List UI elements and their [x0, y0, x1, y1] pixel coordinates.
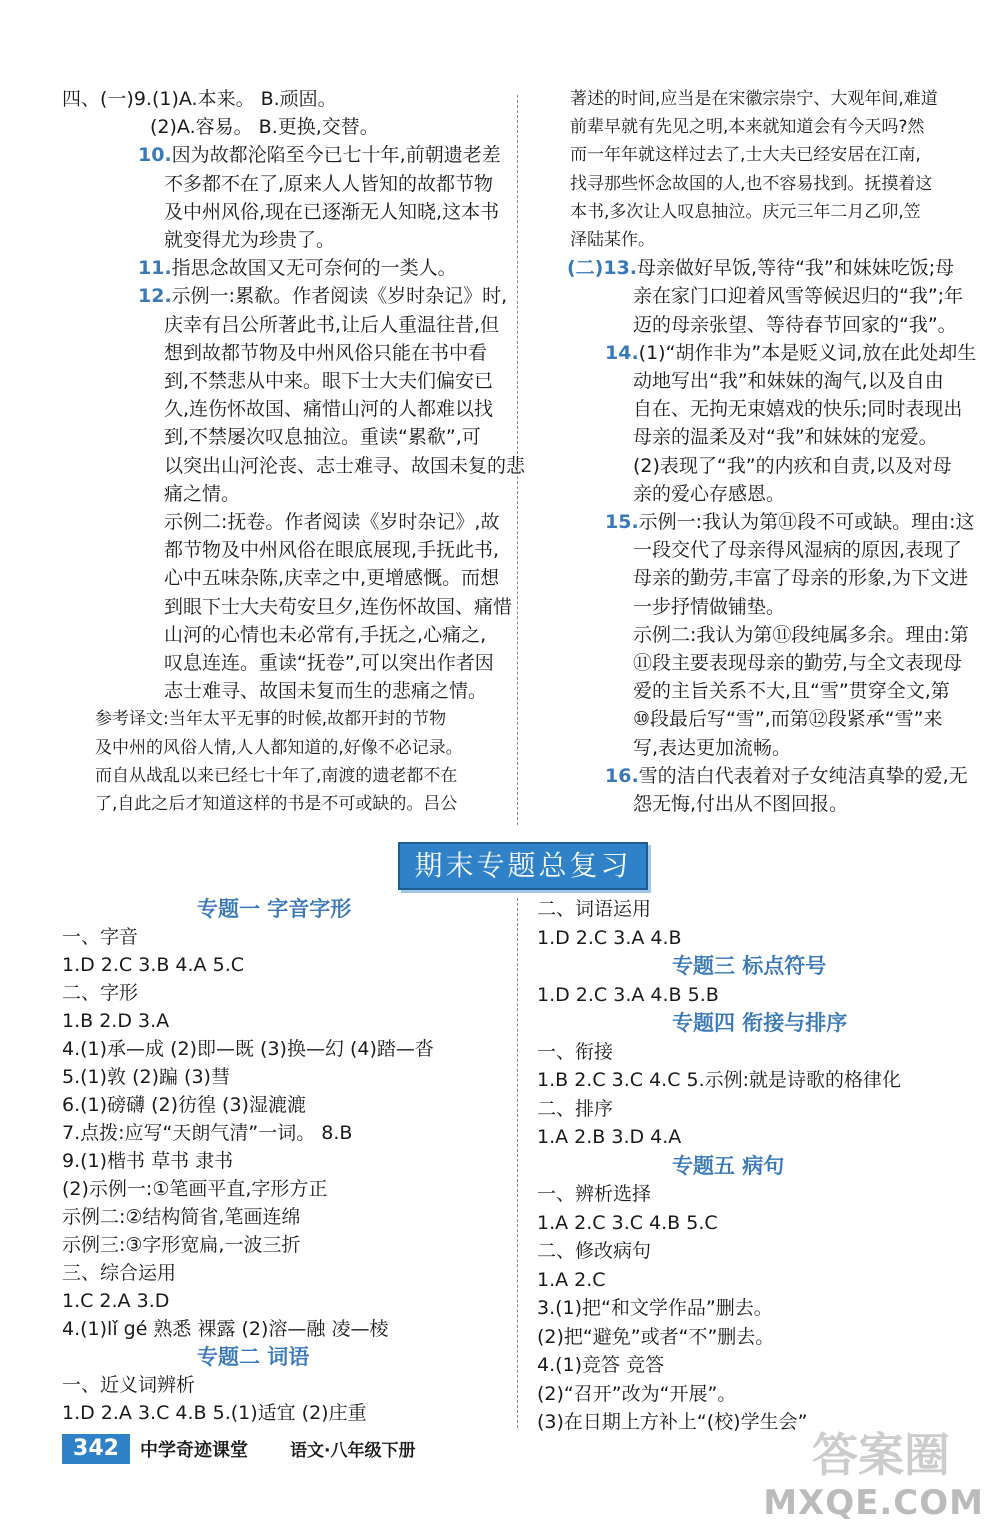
answer-line: 一、近义词辨析 [62, 1374, 196, 1396]
answer-line [164, 678, 487, 704]
answer-line [633, 481, 785, 507]
answer-text: 写,表达更加流畅。 [633, 736, 792, 759]
answer-line [95, 735, 463, 761]
answer-line: 1.C 2.A 3.D [62, 1290, 170, 1312]
question-number: 14. [605, 341, 639, 364]
answer-line [633, 424, 938, 450]
answer-text: 指思念故国又无可奈何的一类人。 [171, 257, 457, 280]
answer-text: (2)表现了“我”的内疚和自责,以及对母 [633, 454, 952, 477]
answer-line: 示例二:②结构简省,笔画连绵 [62, 1206, 301, 1228]
answer-line [633, 706, 942, 732]
topic-heading: 专题三 标点符号 [672, 954, 827, 978]
answer-line [605, 340, 976, 366]
watermark-url: MXQE.COM [763, 1483, 984, 1523]
answer-line [150, 114, 379, 140]
answer-line [164, 368, 493, 394]
question-number: 11. [138, 257, 172, 280]
answer-line [164, 537, 499, 563]
answer-text: 就变得尤为珍贵了。 [164, 229, 336, 251]
answer-line [633, 678, 950, 704]
answer-line [570, 199, 921, 225]
answer-text: 示例一:累欷。作者阅读《岁时杂记》时, [171, 285, 508, 308]
answer-text: 自在、无拘无束嬉戏的快乐;同时表现出 [633, 398, 963, 421]
answer-line [633, 368, 944, 394]
answer-line: 1.B 2.D 3.A [62, 1010, 170, 1032]
answer-text: 痛之情。 [164, 482, 241, 505]
answer-line [164, 509, 499, 535]
answer-text: 不多都不在了,原来人人皆知的故都节物 [164, 172, 494, 195]
answer-line: 4.(1)lǐ gé 熟悉 裸露 (2)溶—融 凌—棱 [62, 1318, 389, 1340]
answer-text: 了,自此之后才知道这样的书是不可或缺的。吕公 [95, 794, 458, 814]
answer-text: 爱的主旨关系不大,且“雪”贯穿全文,第 [633, 680, 950, 703]
answer-line: (2)“召开”改为“开展”。 [537, 1382, 737, 1405]
answer-line [95, 763, 457, 789]
answer-line: 一、衔接 [537, 1040, 614, 1063]
answer-line [570, 171, 932, 197]
answer-line: 5.(1)敦 (2)蹁 (3)彗 [62, 1066, 230, 1088]
answer-text: 著述的时间,应当是在宋徽宗崇宁、大观年间,难道 [570, 89, 938, 109]
answer-line: 6.(1)磅礴 (2)彷徨 (3)湿漉漉 [62, 1094, 306, 1116]
answer-line: 1.D 2.C 3.B 4.A 5.C [62, 954, 244, 976]
answer-line: 1.D 2.C 3.A 4.B 5.B [537, 983, 719, 1006]
answer-text: 久,连伤怀故国、痛惜山河的人都难以找 [164, 398, 494, 421]
question-number: 16. [605, 764, 639, 787]
answer-text: 四、(一)9.(1)A.本来。 B.顽固。 [62, 88, 337, 110]
answer-line [164, 227, 335, 253]
answer-line: 3.(1)把“和文学作品”删去。 [537, 1297, 773, 1319]
topic-heading: 专题二 词语 [197, 1345, 310, 1369]
answer-line [605, 763, 968, 789]
answer-text: 动地写出“我”和妹妹的淘气,以及自由 [633, 370, 944, 392]
question-number: 10. [138, 144, 172, 167]
answer-line [164, 396, 493, 422]
answer-text: 本书,多次让人叹息抽泣。庆元三年二月乙卯,笠 [570, 201, 921, 222]
answer-line [633, 453, 952, 479]
answer-line [633, 791, 848, 817]
answer-line: 一、字音 [62, 926, 139, 948]
answer-text: ⑪段主要表现母亲的勤劳,与全文表现母 [633, 652, 963, 674]
question-number: 12. [138, 285, 172, 308]
answer-text: 到眼下士大夫苟安旦夕,连伤怀故国、痛惜 [164, 595, 513, 618]
answer-line: 1.D 2.C 3.A 4.B [537, 926, 682, 949]
answer-line [164, 481, 240, 507]
answer-text: 而一年年就这样过去了,士大夫已经安居在江南, [570, 145, 921, 166]
answer-line: 三、综合运用 [62, 1262, 177, 1284]
answer-text: 怨无悔,付出从不图回报。 [633, 793, 849, 815]
answer-text: 迈的母亲张望、等待春节回家的“我”。 [633, 313, 957, 336]
answer-line: 1.D 2.A 3.C 4.B 5.(1)适宜 (2)庄重 [62, 1402, 367, 1424]
answer-line: 4.(1)承—成 (2)即—既 (3)换—幻 (4)踏—沓 [62, 1038, 434, 1060]
answer-line [633, 650, 962, 676]
answer-line [164, 565, 499, 591]
answer-text: 心中五味杂陈,庆幸之中,更增感慨。而想 [164, 567, 500, 590]
answer-text: ⑩段最后写“雪”,而第⑫段紧承“雪”来 [633, 708, 943, 731]
answer-line: 1.A 2.C 3.C 4.B 5.C [537, 1211, 718, 1234]
answer-line [633, 622, 969, 648]
answer-text: 泽陆某作。 [570, 230, 655, 250]
answer-text: 一步抒情做铺垫。 [633, 595, 786, 618]
answer-line [138, 283, 507, 309]
answer-text: 到,不禁悲从中来。眼下士大夫们偏安已 [164, 370, 494, 392]
answer-line [633, 735, 791, 761]
answer-line [570, 227, 655, 253]
answer-line [633, 283, 963, 309]
answer-line [570, 86, 938, 112]
answer-line [62, 86, 337, 112]
answer-text: (1)“胡作非为”本是贬义词,放在此处却生 [638, 341, 977, 364]
answer-text: 以突出山河沦丧、志士难寻、故国未复的悲 [164, 454, 526, 477]
answer-line: 示例三:③字形宽扁,一波三折 [62, 1234, 301, 1256]
answer-text: 亲的爱心存感恩。 [633, 482, 786, 505]
answer-line [633, 396, 962, 422]
answer-text: (2)A.容易。 B.更换,交替。 [150, 116, 379, 139]
answer-line [138, 255, 457, 281]
answer-line: 一、辨析选择 [537, 1183, 652, 1205]
answer-line: 4.(1)竞答 竞答 [537, 1354, 665, 1376]
answer-text: 到,不禁屡次叹息抽泣。重读“累欷”,可 [164, 426, 481, 449]
question-number: (二)13. [567, 257, 638, 280]
answer-line: 7.点拨:应写“天朗气清”一词。 8.B [62, 1122, 353, 1144]
answer-line [164, 171, 493, 197]
answer-line [95, 706, 446, 732]
answer-text: 示例一:我认为第⑪段不可或缺。理由:这 [638, 511, 975, 533]
answer-text: 庆幸有吕公所著此书,让后人重温往昔,但 [164, 313, 500, 336]
answer-line [633, 537, 962, 563]
section-banner: 期末专题总复习 [398, 842, 648, 890]
answer-line [164, 199, 499, 225]
watermark-logo: 答案圈 [812, 1428, 950, 1482]
answer-text: 参考译文:当年太平无事的时候,故都开封的节物 [95, 709, 447, 730]
answer-line [567, 255, 954, 281]
answer-text: 因为故都沦陷至今已七十年,前朝遗老差 [171, 144, 501, 167]
answer-line [633, 312, 957, 338]
answer-line [570, 114, 924, 140]
answer-text: 示例二:我认为第⑪段纯属多余。理由:第 [633, 623, 969, 646]
answer-line: 1.B 2.C 3.C 4.C 5.示例:就是诗歌的格律化 [537, 1069, 902, 1091]
answer-line: 1.A 2.C [537, 1268, 606, 1291]
answer-text: 母亲做好早饭,等待“我”和妹妹吃饭;母 [637, 257, 955, 280]
answer-line [164, 424, 481, 450]
answer-line [164, 622, 486, 648]
answer-line [633, 594, 785, 620]
answer-line [164, 340, 487, 366]
answer-line: (3)在日期上方补上“(校)学生会” [537, 1411, 808, 1433]
answer-text: 示例二:抚卷。作者阅读《岁时杂记》,故 [164, 511, 500, 533]
answer-line: (2)示例一:①笔画平直,字形方正 [62, 1178, 328, 1200]
answer-text: 而自从战乱以来已经七十年了,南渡的遗老都不在 [95, 765, 458, 786]
answer-line [164, 312, 499, 338]
answer-line [605, 509, 974, 535]
answer-line [164, 453, 525, 479]
answer-line [95, 791, 457, 817]
answer-text: 山河的心情也未必常有,手抚之,心痛之, [164, 623, 487, 646]
topic-heading: 专题五 病句 [672, 1153, 785, 1178]
answer-line: 二、排序 [537, 1097, 614, 1120]
answer-text: 志士难寻、故国未复而生的悲痛之情。 [164, 680, 488, 703]
answer-line [570, 142, 921, 168]
book-title: 中学奇迹课堂 [140, 1440, 248, 1461]
column-divider-bottom [517, 898, 518, 1428]
answer-text: 前辈早就有先见之明,本来就知道会有今天吗?然 [570, 117, 925, 138]
answer-text: 及中州的风俗人情,人人都知道的,好像不必记录。 [95, 737, 463, 758]
answer-line: 二、词语运用 [537, 898, 652, 920]
answer-text: 母亲的勤劳,丰富了母亲的形象,为下文进 [633, 567, 969, 590]
book-subject: 语文·八年级下册 [290, 1441, 416, 1461]
answer-line: 二、字形 [62, 982, 139, 1004]
answer-text: 叹息连连。重读“抚卷”,可以突出作者因 [164, 652, 494, 674]
answer-text: 母亲的温柔及对“我”和妹妹的宠爱。 [633, 426, 938, 449]
answer-line [164, 650, 494, 676]
answer-line: 9.(1)楷书 草书 隶书 [62, 1150, 234, 1172]
answer-text: 亲在家门口迎着风雪等候迟归的“我”;年 [633, 285, 964, 308]
answer-line [164, 594, 512, 620]
answer-text: 都节物及中州风俗在眼底展现,手抚此书, [164, 539, 500, 562]
answer-text: 雪的洁白代表着对子女纯洁真挚的爱,无 [638, 764, 968, 787]
answer-text: 找寻那些怀念故国的人,也不容易找到。抚摸着这 [570, 173, 933, 194]
page-number: 342 [62, 1434, 130, 1464]
topic-heading: 专题四 衔接与排序 [672, 1011, 848, 1035]
answer-text: 及中州风俗,现在已逐渐无人知晓,这本书 [164, 200, 500, 223]
answer-line: 二、修改病句 [537, 1240, 652, 1262]
answer-text: 一段交代了母亲得风湿病的原因,表现了 [633, 539, 963, 562]
answer-line [138, 142, 501, 168]
answer-text: 想到故都节物及中州风俗只能在书中看 [164, 341, 488, 364]
answer-line: (2)把“避免”或者“不”删去。 [537, 1325, 775, 1348]
answer-line [633, 565, 968, 591]
answer-line: 1.A 2.B 3.D 4.A [537, 1126, 682, 1148]
topic-heading: 专题一 字音字形 [197, 897, 352, 921]
question-number: 15. [605, 511, 639, 533]
